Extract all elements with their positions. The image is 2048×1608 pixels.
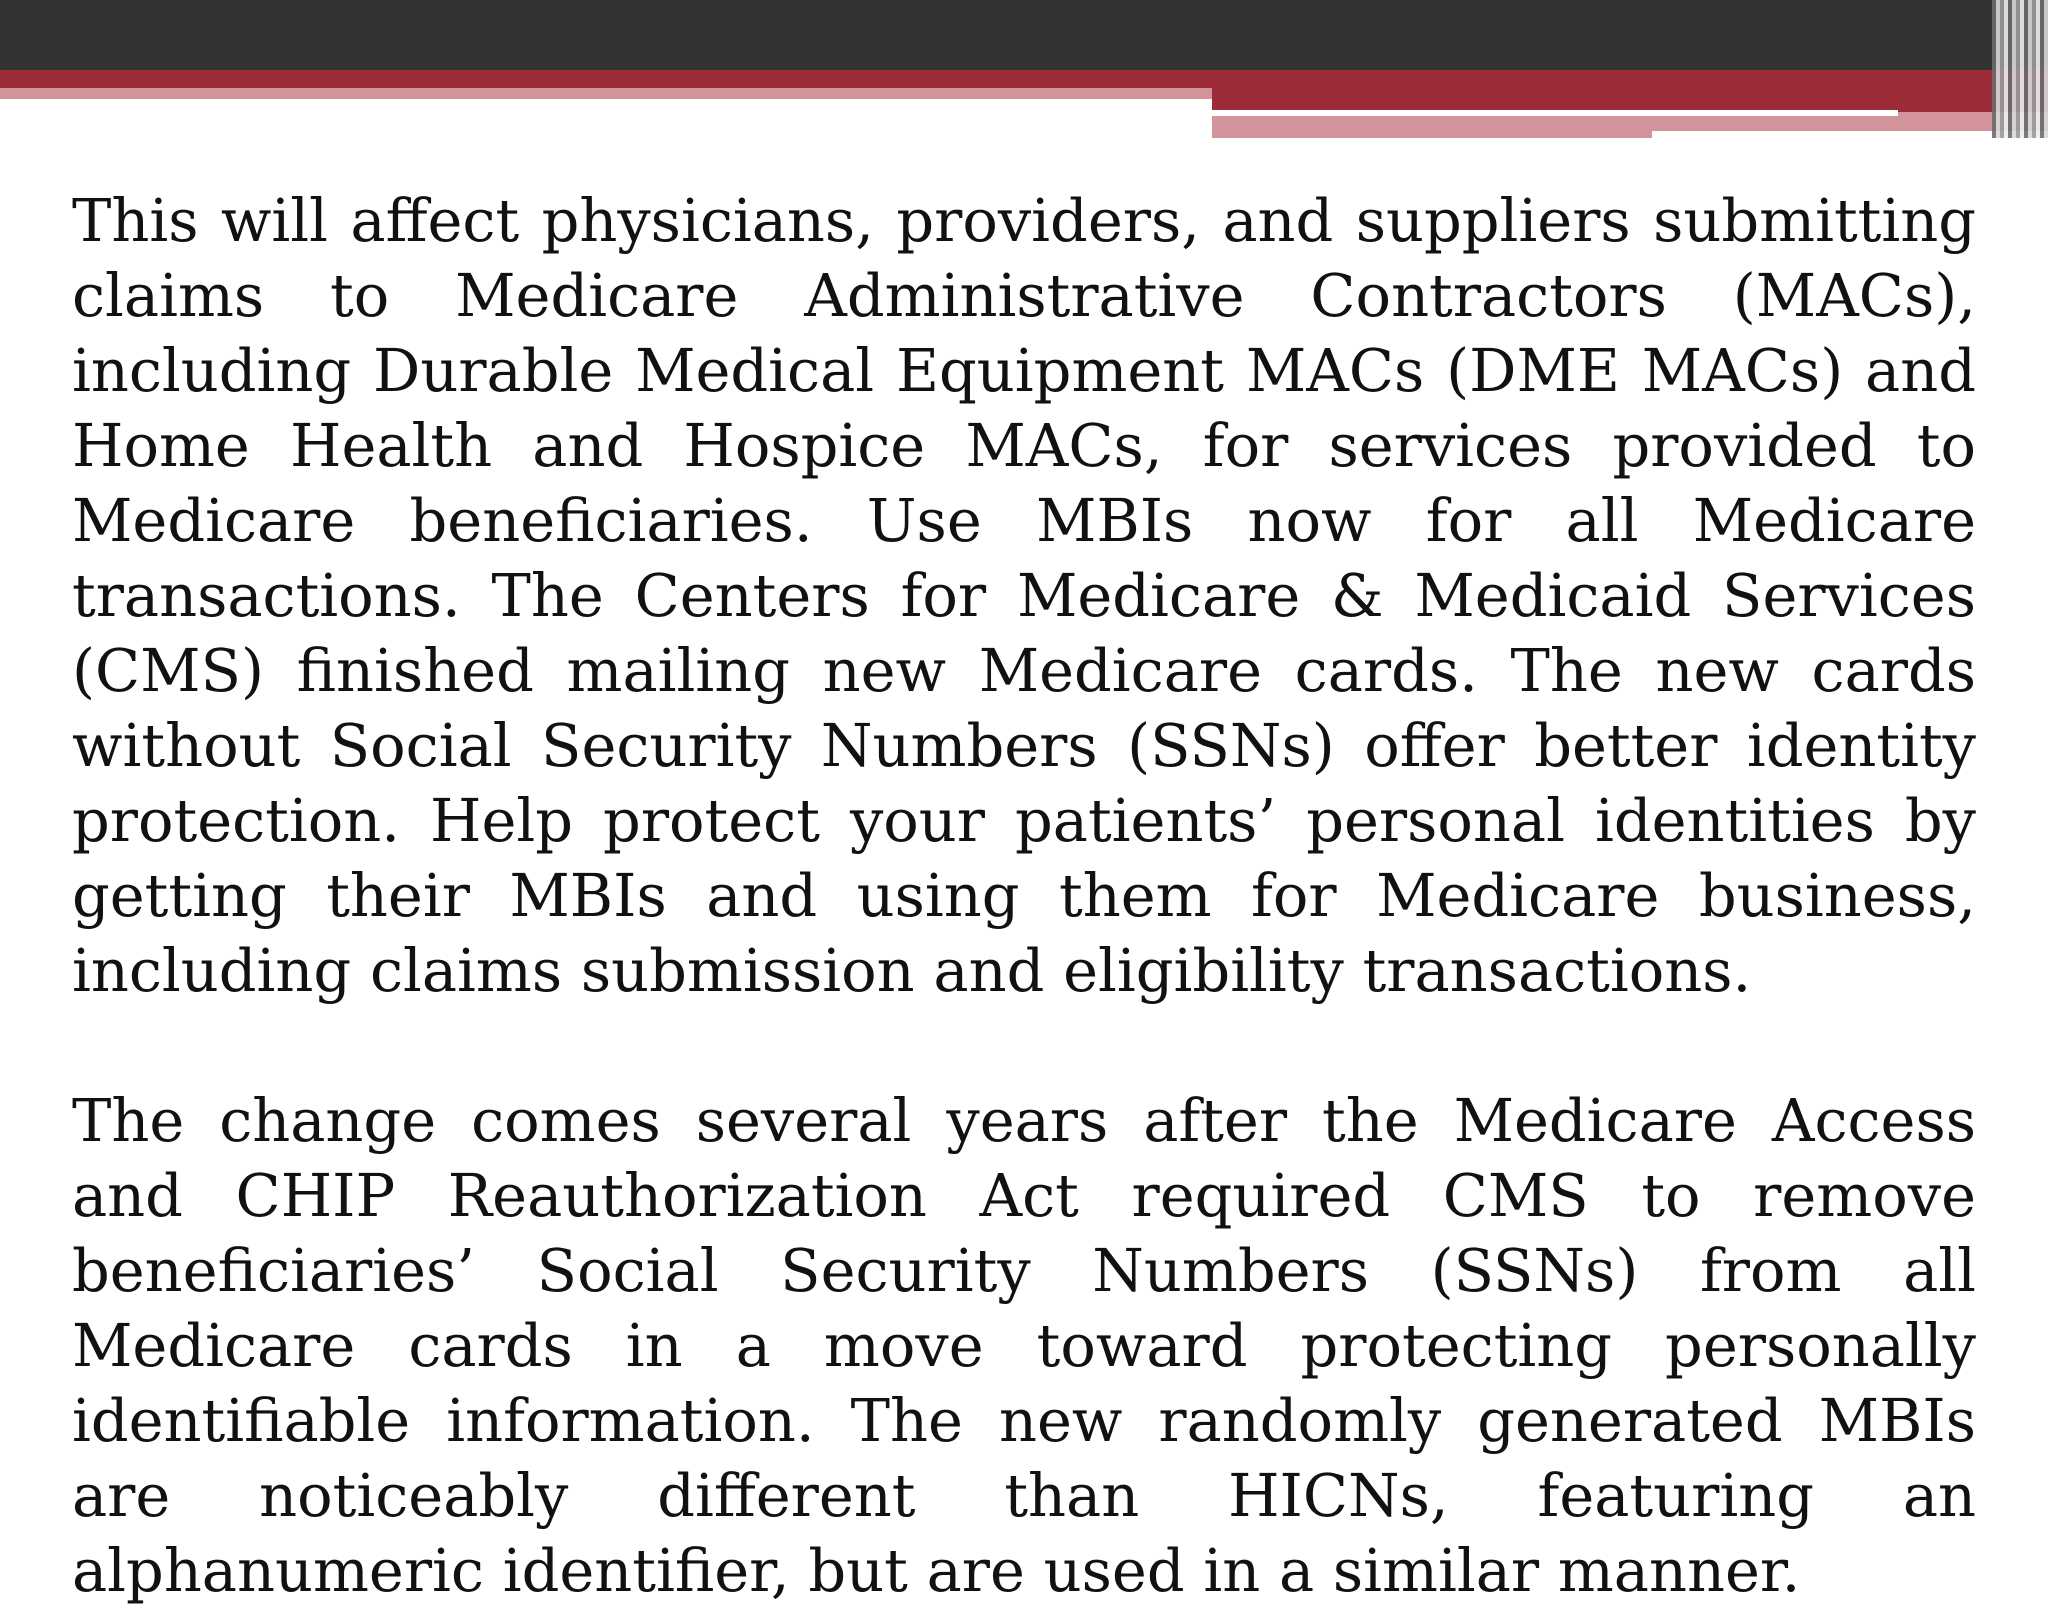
header-red-band-right	[1212, 88, 2048, 112]
paragraph-1: This will affect physicians, providers, and suppliers submitting claims to Medicare Administrative Contractors (MACs), including Durable Medical Equipment MACs (DME MACs) and Home Health and Hospice MACs, for services provided to Medicare beneficiaries. Use MBIs now for all Medicare transactions. The Centers for Medicare & Medicaid Services (CMS) finished mailing new Medicare cards. The new cards without Social Security Numbers (SSNs) offer better identity protection. Help protect your patients’ personal identities by getting their MBIs and using them for Medicare business, including claims submission and eligibility transactions.	[72, 186, 1976, 1005]
paragraph-2: The change comes several years after the Medicare Access and CHIP Reauthorization Act required CMS to remove beneficiaries’ Social Security Numbers (SSNs) from all Medicare cards in a move toward protecting personally identifiable information. The new randomly generated MBIs are noticeably different than HICNs, featuring an alphanumeric identifier, but are used in a similar manner.	[72, 1086, 1976, 1605]
header-white-notch	[1652, 131, 2048, 139]
header-red-band	[0, 70, 2048, 88]
header-dark-band	[0, 0, 2048, 70]
header-edge-stripes	[1992, 0, 2048, 138]
header-pink-band-left	[0, 88, 1212, 99]
slide-body	[72, 183, 1976, 1608]
header-white-line	[1212, 110, 1898, 116]
